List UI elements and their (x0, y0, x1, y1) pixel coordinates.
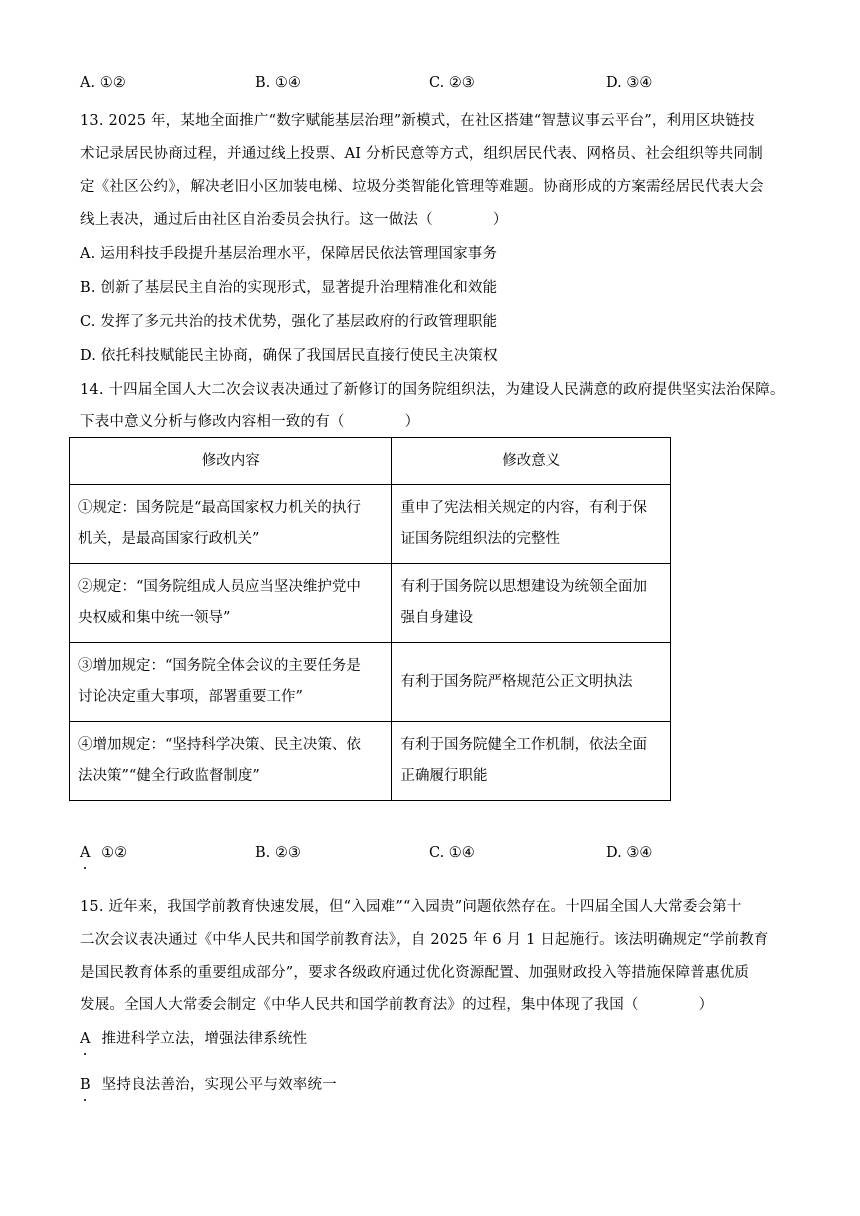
cell-line: ③增加规定：“国务院全体会议的主要任务是 (78, 658, 361, 674)
q14-stem-text: 下表中意义分析与修改内容相一致的有（ (80, 414, 345, 430)
q12-option-d: D. ③④ (606, 75, 653, 91)
cell-line: 有利于国务院严格规范公正文明执法 (400, 673, 633, 690)
cell-line: ④增加规定：“坚持科学决策、民主决策、依 (78, 737, 361, 753)
cell-line: ②规定：“国务院组成人员应当坚决维护党中 (78, 579, 361, 595)
table-row (70, 643, 671, 722)
q14-option-b: B. ②③ (255, 845, 301, 861)
table-row (70, 722, 671, 801)
q12-option-a: A. ①② (80, 75, 126, 91)
cell-line: 央权威和集中统一领导” (78, 610, 231, 626)
table-cell-meaning (392, 722, 671, 801)
table-cell-content (70, 485, 392, 564)
cell-line: 正确履行职能 (400, 768, 488, 784)
table-header-row (70, 438, 671, 485)
table-row (70, 564, 671, 643)
q15-stem-text: 发展。全国人大常委会制定《中华人民共和国学前教育法》的过程，集中体现了我国（ (80, 997, 639, 1013)
q15-option-a (80, 1027, 307, 1048)
q12-option-c: C. ②③ (429, 75, 475, 91)
q14-options (80, 845, 720, 865)
table-cell-meaning (392, 485, 671, 564)
table-row (70, 485, 671, 564)
q15-stem-line-2: 二次会议表决通过《中华人民共和国学前教育法》，自 2025 年 6 月 1 日起施行。该法明确规定“学前教育 (80, 932, 769, 948)
q15-option-b-letter: B (80, 1077, 91, 1093)
q13-option-b: B. 创新了基层民主自治的实现形式，显著提升治理精准化和效能 (80, 280, 498, 296)
q14-option-a (80, 845, 127, 861)
q15-option-a-letter: A (80, 1031, 91, 1047)
q12-option-b: B. ①④ (255, 75, 301, 91)
q14-stem-line-2 (80, 410, 419, 431)
q15-stem-line-3: 是国民教育体系的重要组成部分”，要求各级政府通过优化资源配置、加强财政投入等措施保障普惠优质 (80, 965, 750, 981)
cell-line: 法决策”“健全行政监督制度” (78, 768, 260, 784)
cell-line: 机关，是最高国家行政机关” (78, 531, 260, 547)
cell-line: 有利于国务院以思想建设为统领全面加 (400, 579, 647, 595)
q14-paren-close: ） (404, 414, 420, 430)
cell-line: 有利于国务院健全工作机制，依法全面 (400, 737, 647, 753)
q13-stem-line-2: 术记录居民协商过程，并通过线上投票、AI 分析民意等方式，组织居民代表、网格员、社会组织等共同制 (80, 146, 763, 162)
q13-stem-line-4 (80, 208, 508, 229)
cell-line: ①规定：国务院是“最高国家权力机关的执行 (78, 500, 361, 516)
table-header-content: 修改内容 (70, 438, 392, 485)
q13-option-d: D. 依托科技赋能民主协商，确保了我国居民直接行使民主决策权 (80, 348, 498, 364)
q15-paren-close: ） (698, 997, 714, 1013)
q13-stem-text: 线上表决，通过后由社区自治委员会执行。这一做法（ (80, 212, 433, 228)
q14-stem-line-1: 14. 十四届全国人大二次会议表决通过了新修订的国务院组织法，为建设人民满意的政府提供坚实法治保障。 (80, 382, 785, 398)
q15-option-a-text: 推进科学立法，增强法律系统性 (101, 1031, 308, 1047)
table-cell-meaning (392, 564, 671, 643)
q14-option-c: C. ①④ (429, 845, 475, 861)
table-cell-meaning (392, 643, 671, 722)
q15-option-b-text: 坚持良法善治，实现公平与效率统一 (101, 1077, 337, 1093)
table-header-meaning: 修改意义 (392, 438, 671, 485)
q15-stem-line-1: 15. 近年来，我国学前教育快速发展，但“入园难”“入园贵”问题依然存在。十四届全国人大常委会第十 (80, 899, 742, 915)
q15-option-b (80, 1073, 337, 1094)
q13-option-c: C. 发挥了多元共治的技术优势，强化了基层政府的行政管理职能 (80, 314, 498, 330)
q13-paren-close: ） (492, 212, 508, 228)
q12-options (80, 75, 720, 95)
cell-line: 重申了宪法相关规定的内容，有利于保 (400, 500, 647, 516)
table-cell-content (70, 722, 392, 801)
cell-line: 强自身建设 (400, 610, 473, 626)
q13-stem-line-3: 定《社区公约》，解决老旧小区加装电梯、垃圾分类智能化管理等难题。协商形成的方案需经居民代表大会 (80, 179, 764, 195)
q15-stem-line-4 (80, 993, 713, 1014)
q13-stem-line-1: 13. 2025 年，某地全面推广“数字赋能基层治理”新模式，在社区搭建“智慧议事云平台”，利用区块链技 (80, 113, 755, 129)
q14-option-d: D. ③④ (606, 845, 653, 861)
cell-line: 证国务院组织法的完整性 (400, 531, 560, 547)
cell-line: 讨论决定重大事项，部署重要工作” (78, 689, 303, 705)
q14-option-a-letter: A (80, 845, 91, 861)
q14-option-a-text: ①② (101, 845, 128, 861)
q13-option-a: A. 运用科技手段提升基层治理水平，保障居民依法管理国家事务 (80, 246, 498, 262)
table-cell-content (70, 564, 392, 643)
table-cell-content (70, 643, 392, 722)
q14-table (69, 437, 671, 801)
